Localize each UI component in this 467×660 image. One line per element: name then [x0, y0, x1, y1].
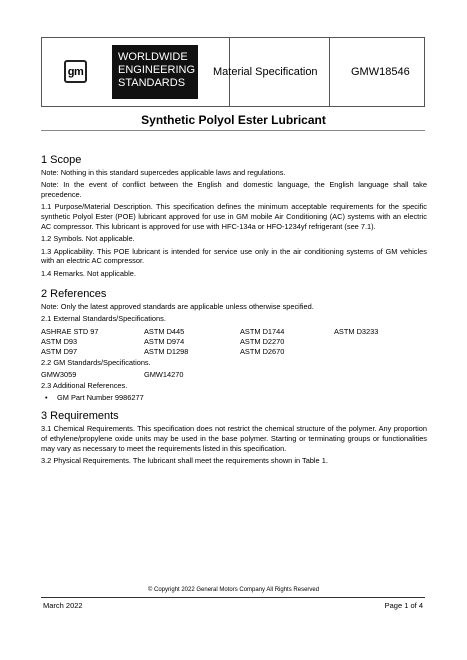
reference-item: ASTM D1744: [240, 326, 285, 336]
section-heading: 2 References: [41, 287, 107, 300]
spec-type: Material Specification: [213, 66, 318, 78]
paragraph: Note: Nothing in this standard supercedes applicable laws and regulations.: [41, 168, 286, 177]
document-body: [41, 154, 427, 468]
title-rule: [41, 130, 425, 131]
paragraph: 3.1 Chemical Requirements. This specification does not restrict the chemical structure of the polymer. Any proportion of ethylene/propylene oxide units may be used in the base polymer. Starting or terminating groups or functionalities may vary as necessary to meet the requirements listed in this specification.: [41, 424, 427, 453]
paragraph: 1.2 Symbols. Not applicable.: [41, 234, 135, 244]
reference-item: GMW14270: [144, 369, 184, 379]
external-standards-list: [41, 327, 427, 357]
reference-item: ASTM D97: [41, 346, 78, 356]
reference-item: GMW3059: [41, 369, 77, 379]
bullet-icon: •: [45, 393, 48, 403]
worldwide-engineering-standards-badge: [112, 45, 198, 99]
page-title: Synthetic Polyol Ester Lubricant: [141, 113, 326, 127]
footer-date: March 2022: [43, 601, 83, 610]
section-heading: 1 Scope: [41, 154, 82, 166]
reference-item: ASTM D974: [144, 336, 185, 346]
reference-item: ASTM D2270: [240, 336, 285, 346]
paragraph: 1.4 Remarks. Not applicable.: [41, 268, 136, 278]
reference-item: [334, 337, 427, 347]
paragraph: Note: Only the latest approved standards are applicable unless otherwise specified.: [41, 301, 314, 311]
reference-item: ASTM D93: [41, 336, 78, 346]
paragraph: 2.2 GM Standards/Specifications.: [41, 357, 151, 367]
section-heading: 3 Requirements: [41, 410, 119, 423]
gm-standards-list: [41, 370, 427, 380]
brand-line: STANDARDS: [118, 77, 186, 89]
reference-item: ASTM D3233: [334, 326, 379, 336]
footer-rule: [41, 597, 425, 598]
brand-line: WORLDWIDE: [118, 51, 188, 63]
brand-line: ENGINEERING: [118, 64, 196, 76]
gm-logo-icon: gm: [64, 60, 87, 83]
reference-item: ASTM D2670: [240, 346, 285, 356]
doc-number: GMW18546: [351, 66, 410, 78]
footer-page-number: Page 1 of 4: [384, 601, 423, 610]
copyright: © Copyright 2022 General Motors Company All Rights Reserved: [147, 587, 320, 593]
paragraph: Note: In the event of conflict between the English and domestic language, the English language shall take precedence.: [41, 180, 427, 200]
paragraph: 2.3 Additional References.: [41, 380, 128, 390]
reference-item: [334, 347, 427, 357]
list-item: • GM Part Number 9986277: [45, 393, 144, 403]
reference-item: ASTM D445: [144, 326, 185, 336]
paragraph: 1.3 Applicability. This POE lubricant is intended for service use only in the air conditioning systems of GM vehicles with an electric AC compressor.: [41, 246, 427, 266]
paragraph: 3.2 Physical Requirements. The lubricant shall meet the requirements shown in Table 1.: [41, 456, 328, 466]
reference-item: ASHRAE STD 97: [41, 326, 99, 336]
reference-item: ASTM D1298: [144, 346, 189, 356]
paragraph: 2.1 External Standards/Specifications.: [41, 314, 166, 324]
header-divider: [329, 38, 330, 106]
paragraph: 1.1 Purpose/Material Description. This specification defines the minimum acceptable requirements for the specific synthetic Polyol Ester (POE) lubricant approved for use in GM mobile Air Conditioning (AC) systems with an electric AC compressor. This lubricant is approved for use with HFC-134a or HFO-1234yf refrigerant (see 7.1).: [41, 202, 427, 231]
